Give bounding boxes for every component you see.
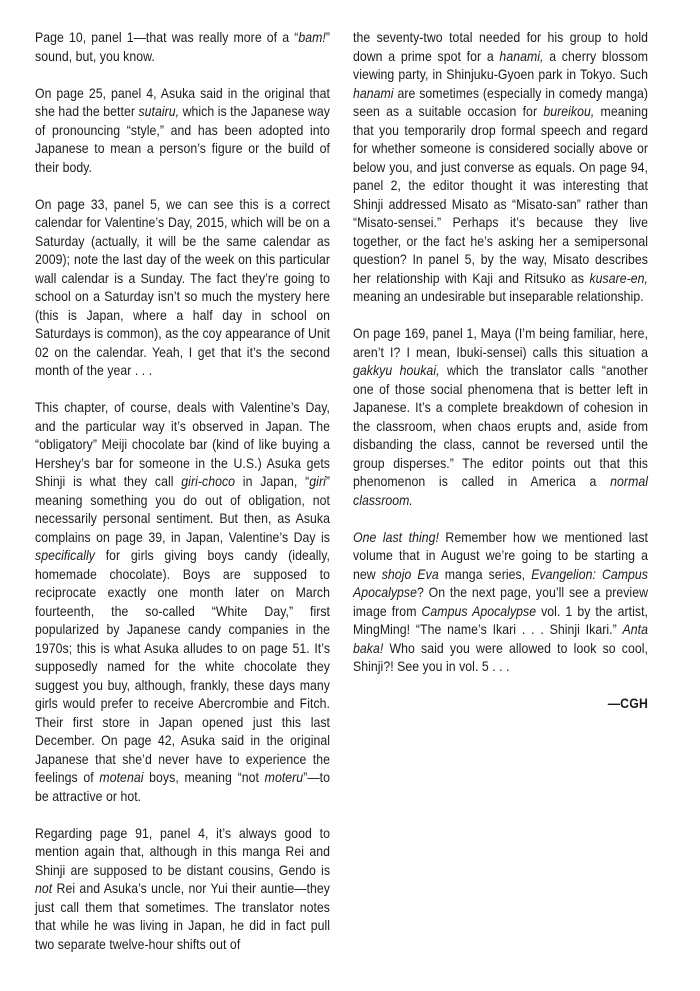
- emphasized-text: giri-choco: [181, 473, 236, 489]
- text-segment: On page 33, panel 5, we can see this is a correct calendar for Valentine’s Day, 2015, which will be on a Saturday (actually, it will be the same calendar as 2009); note the last day of the week on this particular wall calendar is a Sunday. The fact they’re going to school on a Saturday isn’t so much the mystery here (this is Japan, where a half day in school on Saturdays is common), as the coy appearance of Unit 02 on the calendar. Yeah, I get that it’s the second month of the year . . .: [35, 195, 331, 378]
- text-segment: a cherry blossom viewing party, in Shinjuku-Gyoen park in Tokyo. Such: [353, 47, 649, 82]
- text-segment: which is the Japanese way of pronouncing “style,” and has been adopted into Japanese to mean a person’s figure or the build of their body.: [35, 103, 331, 175]
- text-segment: boys, meaning “not: [143, 769, 265, 785]
- emphasized-text: bam!: [298, 29, 326, 45]
- emphasized-text: Evangelion: Campus Apocalypse: [353, 565, 649, 600]
- column-right: [353, 28, 648, 991]
- text-segment: This chapter, of course, deals with Valentine’s Day, and the particular way it’s observed in Japan. The “obligatory” Meiji chocolate bar (kind of like buying a Hershey’s bar for someone in the U.S.) Asuka gets Shinji is what they call: [35, 399, 331, 489]
- emphasized-text: specifically: [35, 547, 95, 563]
- paragraph: [35, 28, 330, 65]
- paragraph: [35, 84, 330, 177]
- emphasized-text: Anta baka!: [353, 621, 649, 656]
- text-segment: ”—to be attractive or hot.: [35, 769, 331, 804]
- emphasized-text: hanami: [353, 84, 394, 101]
- paragraph: [35, 398, 330, 805]
- text-segment: ” sound, but, you know.: [35, 29, 331, 64]
- emphasized-text: One last thing!: [353, 528, 439, 545]
- emphasized-text: sutairu,: [138, 103, 180, 119]
- text-segment: in Japan, “: [235, 473, 310, 489]
- text-segment: for girls giving boys candy (ideally, homemade chocolate). Boys are supposed to reciprocate exactly one month later on March fourteenth, the so-called “White Day,” first popularized by Japanese candy companies in the 1970s; this is what Asuka alludes to on page 51. It’s supposedly named for the white chocolate they suggest you buy, although, frankly, these days many girls would prefer to receive Abercrombie and Fitch. Their first store in Japan opened just this last December. On page 42, Asuka said in the original Japanese that she’d never have to experience the feelings of: [35, 547, 331, 785]
- emphasized-text: motenai: [99, 769, 144, 785]
- emphasized-text: Campus Apocalypse: [421, 602, 537, 619]
- emphasized-text: kusare-en,: [589, 269, 649, 286]
- text-segment: the seventy-two total needed for his group to hold down a prime spot for a: [353, 29, 649, 64]
- column-left: [35, 28, 330, 991]
- bold-text: —CGH: [607, 695, 649, 711]
- text-segment: meaning an undesirable but inseparable relationship.: [353, 288, 644, 304]
- text-segment: meaning that you temporarily drop formal speech and regard for whether someone is considered socially above or below you, and just converse as equals. On page 94, panel 2, the editor thought it was interesting that Shinji addressed Misato as “Misato-san” rather than “Misato-sensei.” Perhaps it’s because they live together, or the fact he’s asking her a semipersonal question? In panel 5, by the way, Misato describes her relationship with Kaji and Ritsuko as: [353, 103, 649, 286]
- text-segment: ? On the next page, you’ll see a preview image from: [353, 584, 649, 619]
- text-segment: Page 10, panel 1—that was really more of a “: [35, 29, 299, 45]
- paragraph: [353, 324, 648, 509]
- text-segment: ” meaning something you do out of obligation, not necessarily personal sentiment. But then, as Asuka complains on page 39, in Japan, Valentine’s Day is: [35, 473, 331, 545]
- text-segment: are sometimes (especially in comedy manga) seen as a suitable occasion for: [353, 84, 649, 119]
- signature: [353, 694, 648, 713]
- paragraph: [353, 528, 648, 676]
- text-segment: Rei and Asuka’s uncle, nor Yui their auntie—they just call them that sometimes. The translator notes that while he was living in Japan, he did in fact pull two separate twelve-hour shifts out of: [35, 880, 331, 952]
- text-column-right: [353, 28, 648, 713]
- text-segment: which the translator calls “another one of those social phenomena that is better left in Japanese. It’s a complete breakdown of cohesion in the classroom, when chaos erupts and, aside from disbanding the class, cannot be reversed until the group disperses.” The editor points out that this phenomenon is called in America a: [353, 362, 649, 489]
- text-segment: Regarding page 91, panel 4, it’s always good to mention again that, although in this manga Rei and Shinji are supposed to be distant cousins, Gendo is: [35, 824, 331, 878]
- emphasized-text: giri: [309, 473, 326, 489]
- paragraph: [35, 824, 330, 954]
- emphasized-text: shojo Eva: [381, 565, 439, 582]
- paragraph: [35, 195, 330, 380]
- text-column-left: [35, 28, 330, 953]
- emphasized-text: gakkyu houkai,: [353, 362, 440, 378]
- paragraph: [353, 28, 648, 306]
- text-segment: vol. 1 by the artist, MingMing! “The name’s Ikari . . . Shinji Ikari.”: [353, 602, 649, 637]
- emphasized-text: bureikou,: [543, 103, 595, 119]
- emphasized-text: moteru: [264, 769, 304, 785]
- emphasized-text: hanami,: [499, 47, 544, 64]
- text-segment: Who said you were allowed to look so cool, Shinji?! See you in vol. 5 . . .: [353, 639, 649, 674]
- text-segment: On page 169, panel 1, Maya (I’m being familiar, here, aren’t I? I mean, Ibuki-sensei) calls this situation a: [353, 325, 649, 360]
- text-segment: manga series,: [438, 565, 532, 582]
- text-segment: On page 25, panel 4, Asuka said in the original that she had the better: [35, 84, 331, 119]
- emphasized-text: normal classroom.: [353, 473, 649, 508]
- emphasized-text: not: [35, 880, 53, 896]
- text-segment: Remember how we mentioned last volume that in August we’re going to be starting a new: [353, 528, 649, 582]
